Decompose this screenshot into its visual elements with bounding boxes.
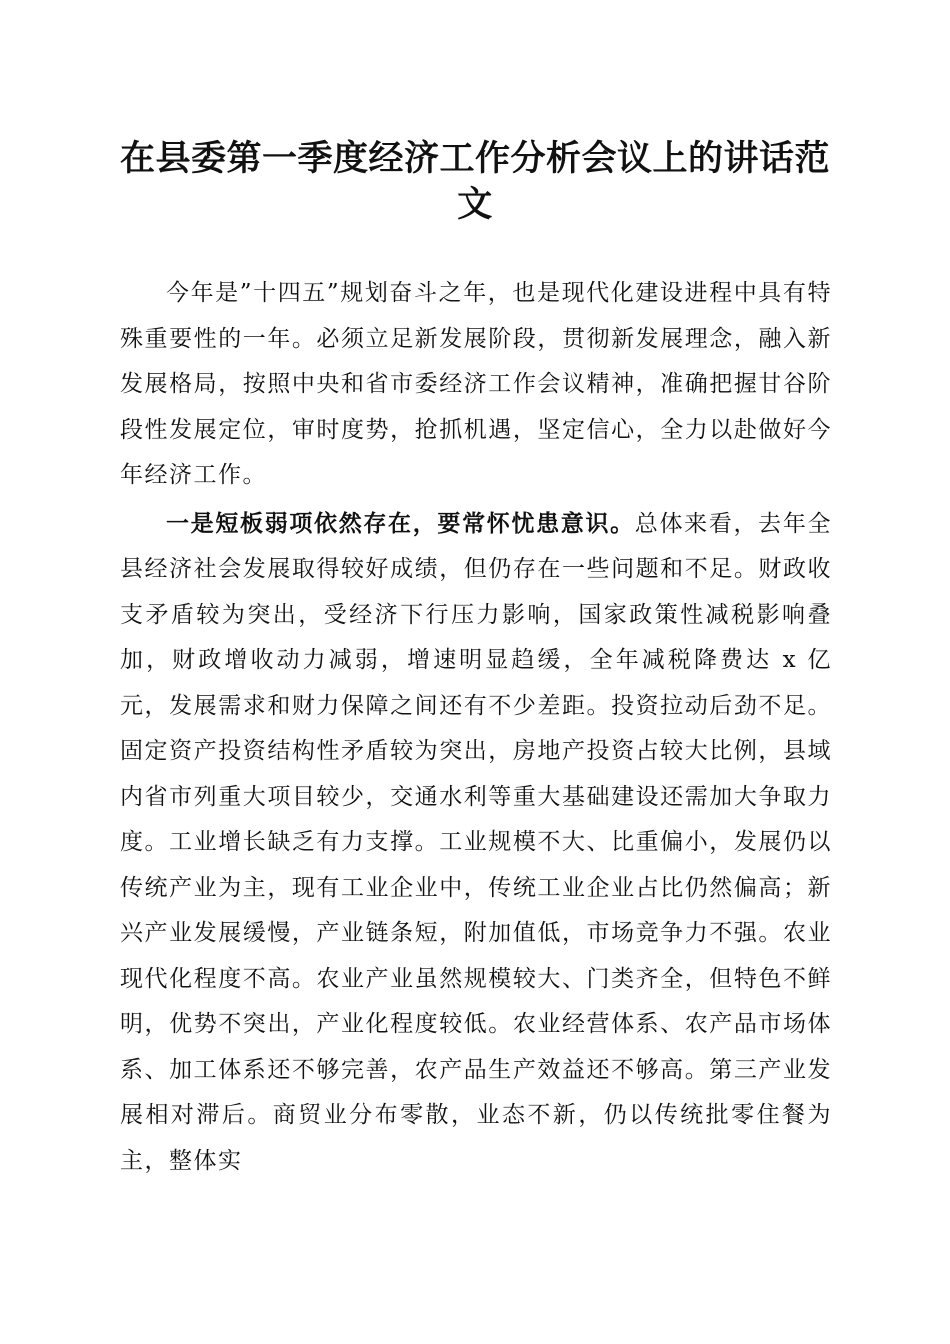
paragraph-intro — [120, 270, 832, 499]
paragraph-shortcomings — [120, 501, 832, 1185]
paragraph-text: 今年是”十四五”规划奋斗之年，也是现代化建设进程中具有特殊重要性的一年。必须立足新发展阶段，贯彻新发展理念，融入新发展格局，按照中央和省市委经济工作会议精神，准确把握甘谷阶段性发展定位，审时度势，抢抓机遇，坚定信心，全力以赴做好今年经济工作。 — [120, 280, 832, 488]
document-title: 在县委第一季度经济工作分析会议上的讲话范文 — [119, 138, 830, 225]
document-body — [120, 270, 832, 1184]
paragraph-lead: 一是短板弱项依然存在，要常怀忧患意识。 — [166, 509, 635, 537]
paragraph-text: 总体来看，去年全县经济社会发展取得较好成绩，但仍存在一些问题和不足。财政收支矛盾较为突出，受经济下行压力影响，国家政策性减税影响叠加，财政增收动力减弱，增速明显趋缓，全年减税降费达 x 亿元，发展需求和财力保障之间还有不少差距。投资拉动后劲不足。固定资产投资结构性矛盾较为突出，房地产投资占较大比例，县域内省市列重大项目较少，交通水利等重大基础建设还需加大争取力度。工业增长缺乏有力支撑。工业规模不大、比重偏小，发展仍以传统产业为主，现有工业企业中，传统工业企业占比仍然偏高；新兴产业发展缓慢，产业链条短，附加值低，市场竞争力不强。农业现代化程度不高。农业产业虽然规模较大、门类齐全，但特色不鲜明，优势不突出，产业化程度较低。农业经营体系、农产品市场体系、加工体系还不够完善，农产品生产效益还不够高。第三产业发展相对滞后。商贸业分布零散，业态不新，仍以传统批零住餐为主，整体实 — [120, 510, 833, 1174]
